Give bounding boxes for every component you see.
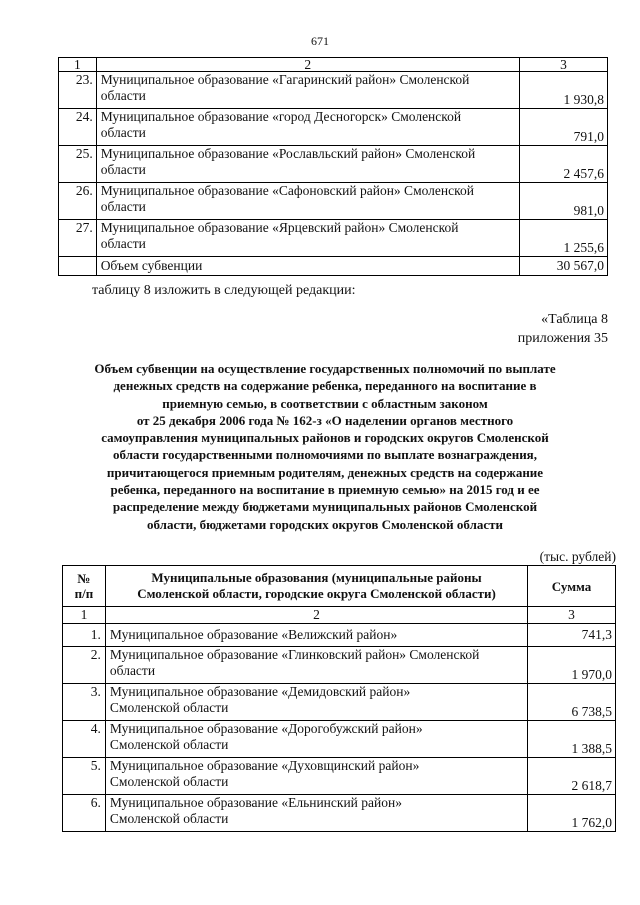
municipality-name: Муниципальное образование «Гагаринский район» Смоленской области: [96, 72, 519, 109]
municipality-name: Муниципальное образование «город Десногорск» Смоленской области: [96, 109, 519, 146]
title-line: самоуправления муниципальных районов и городских округов Смоленской: [101, 430, 549, 446]
municipality-name: Муниципальное образование «Ярцевский район» Смоленской области: [96, 220, 519, 257]
municipality-name: Муниципальное образование «Демидовский район» Смоленской области: [105, 684, 527, 721]
row-number: 4.: [63, 721, 106, 758]
table-reference: [518, 310, 608, 348]
title-line: области, бюджетами городских округов Смоленской области: [146, 516, 504, 532]
header-sum: Сумма: [528, 566, 616, 607]
units-label: (тыс. рублей): [539, 549, 616, 564]
subsidy-amount: 741,3: [528, 624, 616, 647]
row-number: 1.: [63, 624, 106, 647]
total-value: 30 567,0: [519, 257, 607, 276]
table-row: [63, 795, 616, 832]
municipality-name: Муниципальное образование «Ельнинский район» Смоленской области: [105, 795, 527, 832]
column-number: 3: [519, 58, 607, 72]
title-line: от 25 декабря 2006 года № 162-з «О наделении органов местного: [136, 412, 514, 428]
table-row: [63, 721, 616, 758]
total-label: Объем субвенции: [96, 257, 519, 276]
column-number: 2: [96, 58, 519, 72]
table-row: [59, 220, 608, 257]
row-number: 6.: [63, 795, 106, 832]
column-number: 3: [528, 607, 616, 624]
subsidy-amount: 1 255,6: [519, 220, 607, 257]
table-row: [63, 647, 616, 684]
municipality-name: Муниципальное образование «Духовщинский район» Смоленской области: [105, 758, 527, 795]
title-line: приемную семью, в соответствии с областным законом: [162, 395, 488, 411]
table-header-row: [59, 58, 608, 72]
table-row: [59, 146, 608, 183]
row-number: 24.: [59, 109, 97, 146]
subsidy-amount: 1 762,0: [528, 795, 616, 832]
title-line: Объем субвенции на осуществление государственных полномочий по выплате: [94, 361, 556, 376]
row-number: 25.: [59, 146, 97, 183]
row-number: 23.: [59, 72, 97, 109]
row-number: 2.: [63, 647, 106, 684]
subsidy-amount: 1 930,8: [519, 72, 607, 109]
column-number: 1: [63, 607, 106, 624]
table-row: [63, 758, 616, 795]
municipality-name: Муниципальное образование «Рославльский район» Смоленской области: [96, 146, 519, 183]
table-row: [63, 624, 616, 647]
table-reference-line: приложения 35: [517, 331, 608, 346]
row-number: 5.: [63, 758, 106, 795]
municipality-name: Муниципальное образование «Сафоновский район» Смоленской области: [96, 183, 519, 220]
subsidy-amount: 791,0: [519, 109, 607, 146]
table-continued: [58, 57, 608, 276]
table-header-row: [63, 566, 616, 607]
total-empty-cell: [59, 257, 97, 276]
table-row: [59, 183, 608, 220]
instruction-text: таблицу 8 изложить в следующей редакции:: [92, 283, 356, 298]
title-line: области государственными полномочиями по выплате вознаграждения,: [113, 447, 537, 463]
municipality-name: Муниципальное образование «Велижский район»: [105, 624, 527, 647]
row-number: 27.: [59, 220, 97, 257]
page-number: 671: [311, 34, 329, 48]
subsidy-amount: 6 738,5: [528, 684, 616, 721]
subsidy-amount: 1 970,0: [528, 647, 616, 684]
subsidy-amount: 2 457,6: [519, 146, 607, 183]
subsidy-amount: 981,0: [519, 183, 607, 220]
table-row: [63, 684, 616, 721]
column-number-row: [63, 607, 616, 624]
table-reference-line: «Таблица 8: [541, 312, 608, 327]
total-row: [59, 257, 608, 276]
column-number: 2: [105, 607, 527, 624]
table-row: [59, 109, 608, 146]
document-title: [40, 360, 610, 533]
subsidy-amount: 1 388,5: [528, 721, 616, 758]
row-number: 26.: [59, 183, 97, 220]
column-number: 1: [59, 58, 97, 72]
title-line: ребенка, переданного на воспитание в приемную семью» на 2015 год и ее: [110, 482, 540, 498]
municipality-name: Муниципальное образование «Дорогобужский район» Смоленской области: [105, 721, 527, 758]
subsidy-table: [62, 565, 616, 832]
header-municipality: Муниципальные образования (муниципальные районы Смоленской области, городские округа Смоленской области): [105, 566, 527, 607]
title-line: причитающегося приемным родителям, денежных средств на содержание: [106, 464, 544, 480]
header-number: № п/п: [63, 566, 106, 607]
subsidy-amount: 2 618,7: [528, 758, 616, 795]
title-line: распределение между бюджетами муниципальных районов Смоленской: [112, 499, 538, 515]
row-number: 3.: [63, 684, 106, 721]
table-row: [59, 72, 608, 109]
title-line: денежных средств на содержание ребенка, переданного на воспитание в: [113, 378, 537, 394]
municipality-name: Муниципальное образование «Глинковский район» Смоленской области: [105, 647, 527, 684]
